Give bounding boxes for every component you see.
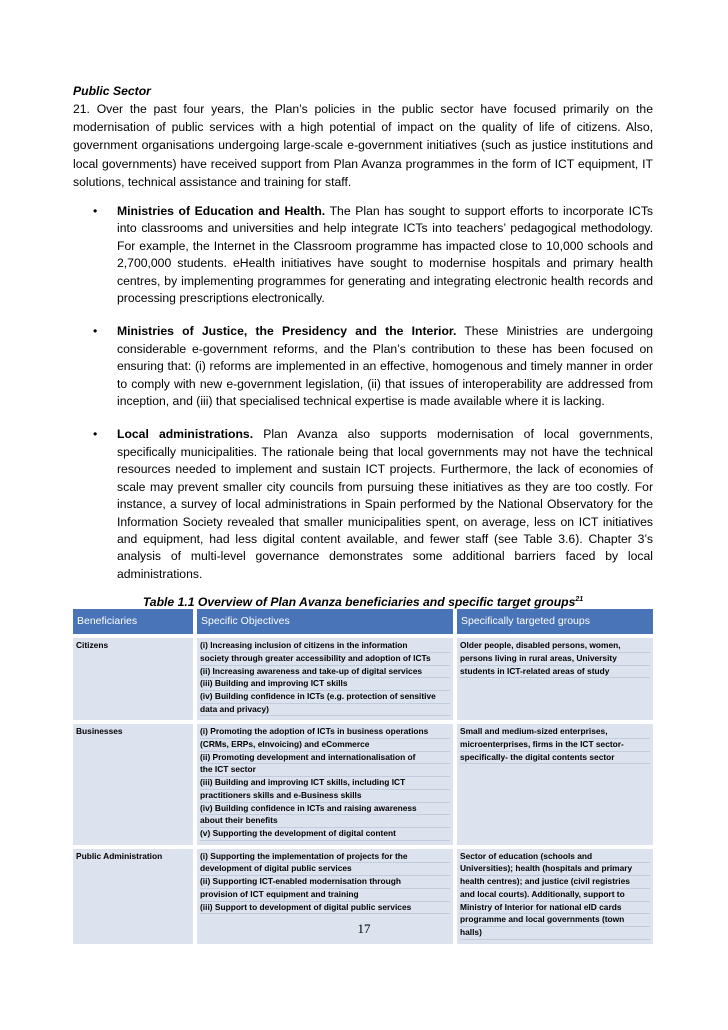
objective-line: (i) Supporting the implementation of projects for the [200, 851, 450, 864]
header-objectives: Specific Objectives [197, 609, 457, 634]
table-header-row [73, 609, 653, 634]
bullet-item-local-admin [73, 426, 653, 583]
cell-beneficiary: Citizens [73, 634, 197, 720]
objective-line: (iii) Support to development of digital public services [200, 902, 450, 915]
objective-line: (ii) Supporting ICT-enabled modernisation through [200, 876, 450, 889]
bullet-item-justice [73, 323, 653, 410]
objective-line: about their benefits [200, 815, 450, 828]
cell-objectives [197, 634, 457, 720]
objective-line: (v) Supporting the development of digital content [200, 828, 450, 841]
bullet-text: Plan Avanza also supports modernisation of local governments, specifically municipalities. The rationale being that local governments may not have the technical resources needed to implement and sustain ICT projects. Furthermore, the lack of economies of scale may prevent smaller city councils from pursuing these initiatives as they are too costly. For instance, a survey of local administrations in Spain performed by the National Observatory for the Information Society revealed that smaller municipalities spent, on average, less on ICT initiatives and equipment, had less digital content available, and fewer staff (see Table 3.6). Chapter 3’s analysis of multi-level governance demonstrates some additional barriers faced by local administrations. [117, 427, 653, 581]
objective-line: society through greater accessibility and adoption of ICTs [200, 653, 450, 666]
bullet-text: These Ministries are undergoing considerable e-government reforms, and the Plan’s contribution to these has been focused on ensuring that: (i) reforms are implemented in an effective, homogenous and timely manner in order to comply with new e-government legislation, (ii) that issues of interoperability are addressed from inception, and (iii) that specialised technical expertise is made available where it is lacking. [117, 324, 653, 409]
group-line: health centres); and justice (civil registries [460, 876, 650, 889]
cell-beneficiary: Businesses [73, 720, 197, 844]
bullet-icon: • [93, 427, 98, 442]
cell-beneficiary: Public Administration [73, 845, 197, 944]
objective-line: the ICT sector [200, 764, 450, 777]
header-groups: Specifically targeted groups [457, 609, 653, 634]
table-row [73, 720, 653, 844]
bullet-title: Ministries of Education and Health. [117, 204, 326, 219]
table-caption [73, 590, 653, 609]
objective-line: (iii) Building and improving ICT skills [200, 678, 450, 691]
document-page [73, 72, 653, 944]
group-line: programme and local governments (town [460, 914, 650, 927]
page-number: 17 [357, 921, 371, 936]
objective-line: (ii) Promoting development and internationalisation of [200, 752, 450, 765]
group-line: Older people, disabled persons, women, [460, 640, 650, 653]
objective-line: practitioners skills and e-Business skills [200, 790, 450, 803]
group-line: students in ICT-related areas of study [460, 666, 650, 679]
footnote-ref: 21 [575, 596, 584, 604]
group-line: Universities); health (hospitals and primary [460, 863, 650, 876]
objective-line: data and privacy) [200, 704, 450, 717]
bullet-item-education-health [73, 203, 653, 307]
objective-line: (iv) Building confidence in ICTs (e.g. protection of sensitive [200, 691, 450, 704]
section-heading: Public Sector [73, 84, 151, 98]
bullet-text: The Plan has sought to support efforts to incorporate ICTs into classrooms and universities and help integrate ICTs into teachers’ pedagogical methodology. For example, the Internet in the Classroom programme has impacted close to 10,000 schools and 2,700,000 students. eHealth initiatives have sought to modernise hospitals and primary health centres, by implementing programmes for generating and integrating electronic health records and processing prescriptions electronically. [117, 204, 654, 306]
objective-line: (CRMs, ERPs, eInvoicing) and eCommerce [200, 739, 450, 752]
table-caption-text: Table 1.1 Overview of Plan Avanza beneficiaries and specific target groups [142, 595, 576, 610]
objective-line: development of digital public services [200, 863, 450, 876]
objective-line: (i) Promoting the adoption of ICTs in business operations [200, 726, 450, 739]
header-beneficiaries: Beneficiaries [73, 609, 197, 634]
objective-line: provision of ICT equipment and training [200, 889, 450, 902]
group-line: microenterprises, firms in the ICT sector- [460, 739, 650, 752]
objective-line: (i) Increasing inclusion of citizens in the information [200, 640, 450, 653]
objective-line: (iv) Building confidence in ICTs and raising awareness [200, 803, 450, 816]
group-line: specifically- the digital contents sector [460, 752, 650, 765]
cell-groups [457, 720, 653, 844]
bullet-icon: • [93, 204, 98, 219]
bullet-list [73, 203, 653, 583]
group-line: Sector of education (schools and [460, 851, 650, 864]
objective-line: (iii) Building and improving ICT skills, including ICT [200, 777, 450, 790]
cell-objectives [197, 720, 457, 844]
table-row [73, 634, 653, 720]
bullet-icon: • [93, 324, 98, 339]
group-line: halls) [460, 927, 650, 940]
group-line: and local courts). Additionally, support to [460, 889, 650, 902]
group-line: persons living in rural areas, University [460, 653, 650, 666]
bullet-title: Local administrations. [117, 427, 254, 442]
beneficiaries-table [73, 609, 653, 943]
objective-line: (ii) Increasing awareness and take-up of digital services [200, 666, 450, 679]
bullet-title: Ministries of Justice, the Presidency and the Interior. [117, 324, 457, 339]
group-line: Small and medium-sized enterprises, [460, 726, 650, 739]
group-line: Ministry of Interior for national eID cards [460, 902, 650, 915]
cell-groups [457, 634, 653, 720]
intro-paragraph: 21. Over the past four years, the Plan’s policies in the public sector have focused primarily on the modernisation of public services with a high potential of impact on the quality of life of citizens. Also, government organisations undergoing large-scale e-government initiatives (such as justice institutions and local governments) have received support from Plan Avanza programmes in the form of ICT equipment, IT solutions, technical assistance and training for staff. [73, 102, 653, 189]
